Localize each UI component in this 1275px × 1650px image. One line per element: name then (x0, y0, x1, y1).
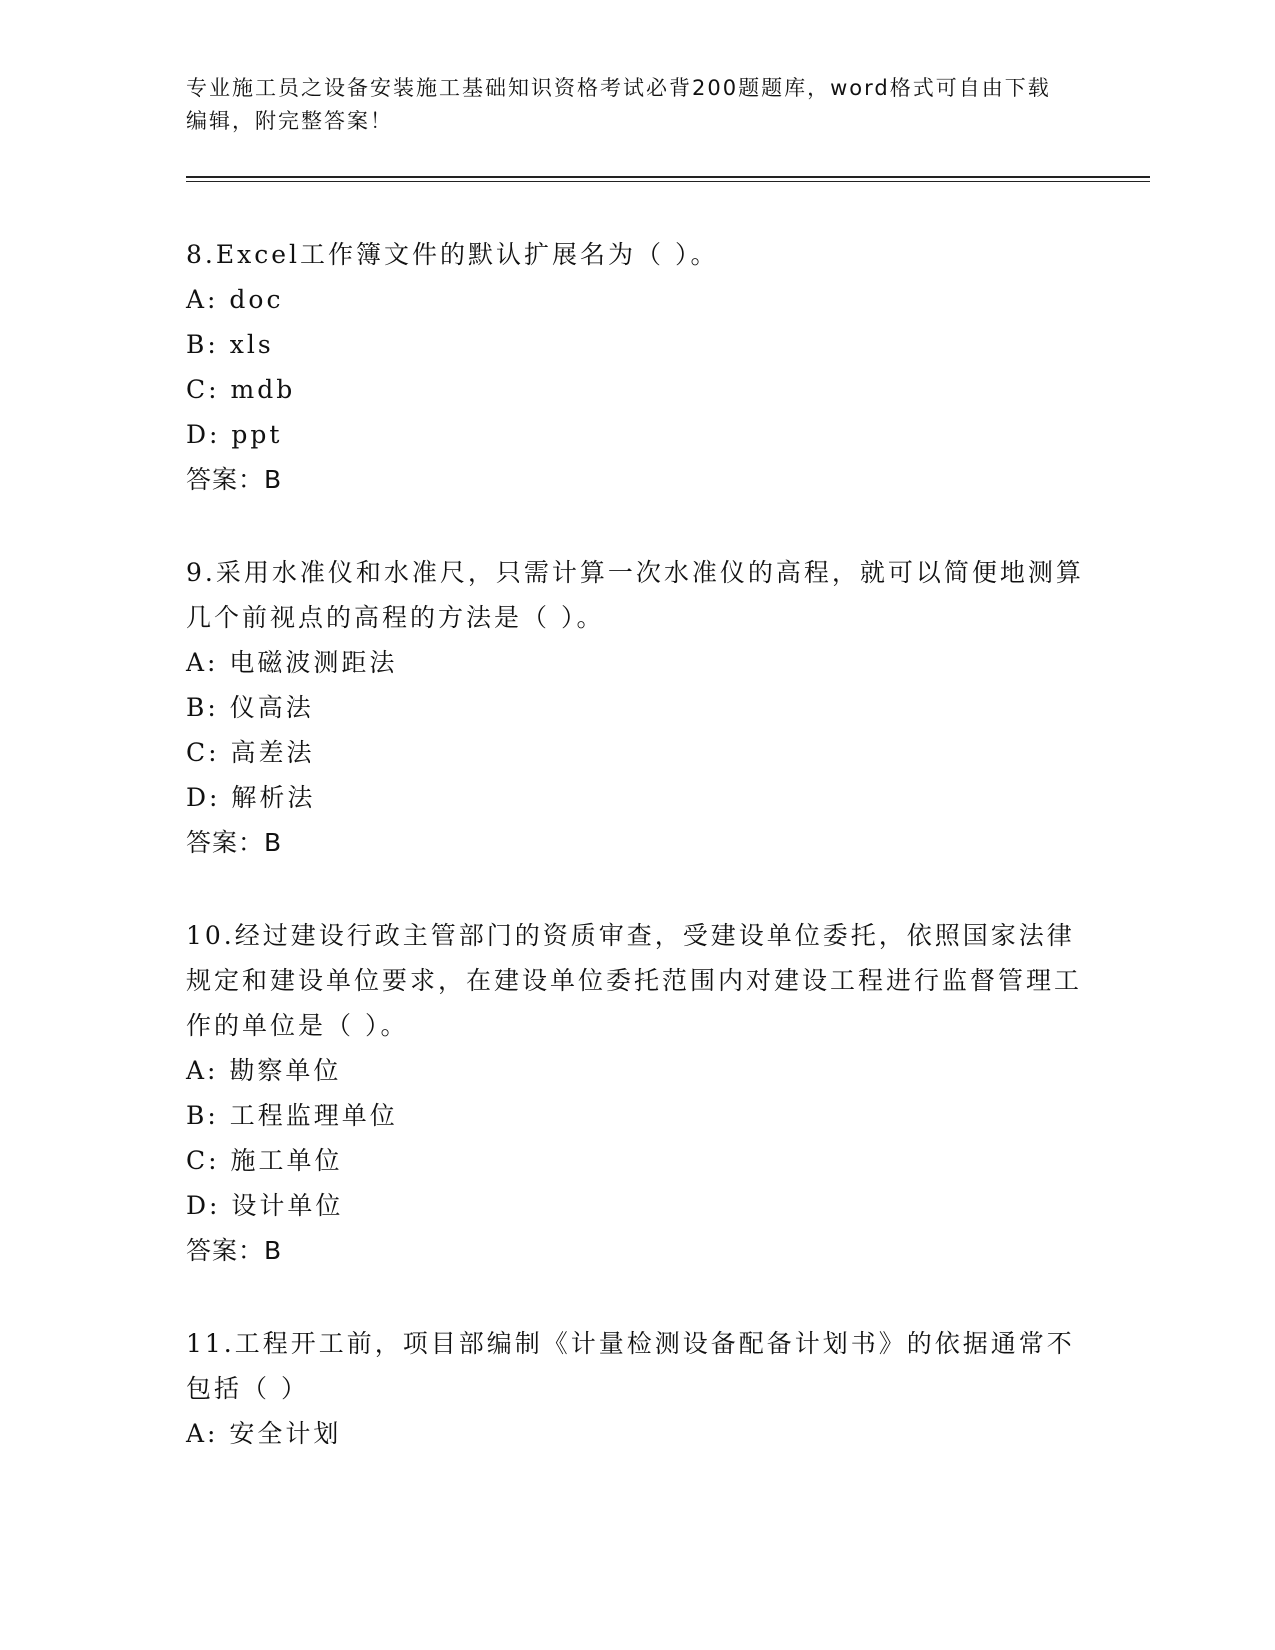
question-stem: 8.Excel工作簿文件的默认扩展名为（ ）。 (186, 240, 719, 269)
option-c: C: mdb (186, 375, 296, 404)
option-b: B: xls (186, 330, 274, 359)
header-text: 专业施工员之设备安装施工基础知识资格考试必背200题题库，word格式可自由下载编辑，附完整答案！ (186, 76, 1051, 133)
option-b: B: 仪高法 (186, 693, 314, 722)
header-divider (186, 176, 1150, 178)
option-a: A: 安全计划 (186, 1419, 342, 1448)
option-b: B: 工程监理单位 (186, 1101, 398, 1130)
option-a: A: 勘察单位 (186, 1056, 342, 1085)
question-stem: 9.采用水准仪和水准尺，只需计算一次水准仪的高程，就可以简便地测算几个前视点的高程的方法是（ ）。 (186, 558, 1084, 632)
option-d: D: 设计单位 (186, 1191, 344, 1220)
question-stem: 10.经过建设行政主管部门的资质审查，受建设单位委托，依照国家法律规定和建设单位要求，在建设单位委托范围内对建设工程进行监督管理工作的单位是（ ）。 (186, 921, 1083, 1040)
option-c: C: 施工单位 (186, 1146, 343, 1175)
question-list (186, 232, 1086, 1456)
question-stem: 11.工程开工前，项目部编制《计量检测设备配备计划书》的依据通常不包括（ ） (186, 1329, 1075, 1403)
option-d: D: ppt (186, 420, 283, 449)
answer: 答案：B (186, 828, 283, 857)
option-a: A: 电磁波测距法 (186, 648, 398, 677)
document-header (186, 72, 1066, 138)
question-11 (186, 1321, 1086, 1456)
option-c: C: 高差法 (186, 738, 315, 767)
question-10 (186, 913, 1086, 1273)
option-a: A: doc (186, 285, 284, 314)
question-9 (186, 550, 1086, 865)
header-divider-thin (186, 181, 1150, 182)
question-8 (186, 232, 1086, 502)
answer: 答案：B (186, 465, 283, 494)
answer: 答案：B (186, 1236, 283, 1265)
option-d: D: 解析法 (186, 783, 316, 812)
